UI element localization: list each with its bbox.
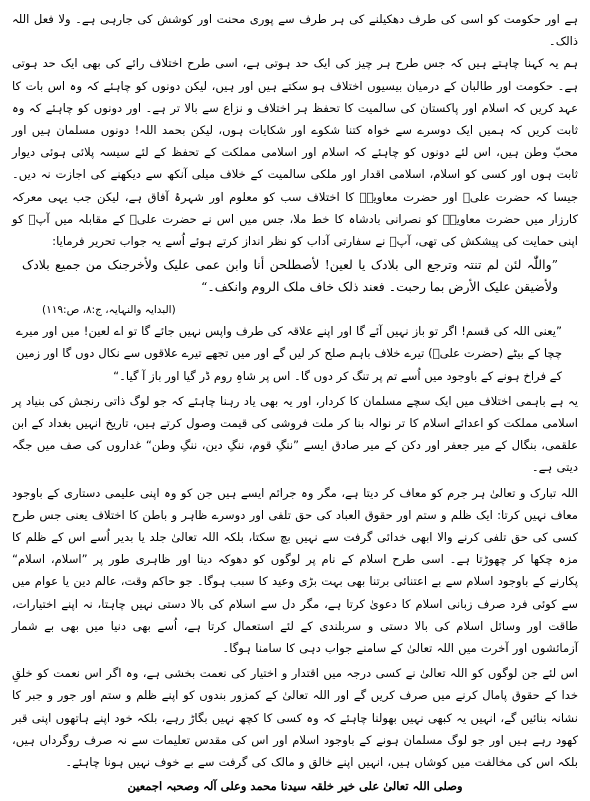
paragraph-3: یہ ہے باہمی اختلاف میں ایک سچے مسلمان کا کردار، اور یہ بھی یاد رہنا چاہئے کہ جو لوگ ذاتی رنجش کی بنیاد پر اسلامی مملکت کو اعدائے اسلام کا تر نوالہ بنا کر ملت فروشی کی قیمت وصول کرتے ہیں، تاریخ انہیں بغداد کے ابن علقمی، بنگال کے میر جعفر اور دکن کے میر صادق ایسے ”ننگِ قوم، ننگِ دین، ننگِ وطن“ غداروں کی صف میں جگہ دیتی ہے۔ — [12, 393, 578, 475]
paragraph-5: اس لئے جن لوگوں کو اللہ تعالیٰ نے کسی درجہ میں اقتدار و اختیار کی نعمت بخشی ہے، وہ اگر اس نعمت کو خلقِ خدا کے حقوق پامال کرنے میں صرف کریں گے اور اللہ تعالیٰ کے کمزور بندوں کو اپنے ظلم و ستم اور جور و جبر کا نشانہ بنائیں گے، انہیں یہ کبھی نہیں بھولنا چاہئے کہ وہ کسی کا کچھ نہیں بگاڑ رہے، بلکہ خود اپنے ہاتھوں اپنی قبر کھود رہے ہیں اور جو لوگ مسلمان ہونے کے باوجود اسلام اور اس کی مقدس تعلیمات سے نہ صرف روگرداں ہیں، بلکہ اس کی مخالفت میں کوشاں ہیں، انہیں اپنے خالق و مالک کی گرفت سے بے خوف نہیں ہونا چاہئے۔ — [12, 666, 578, 770]
paragraph-4: اللہ تبارک و تعالیٰ ہر جرم کو معاف کر دیتا ہے، مگر وہ جرائم ایسے ہیں جن کو وہ اپنی علیمی دستاری کے باوجود معاف نہیں کرتا: ایک ظلم و ستم اور حقوق العباد کی حق تلفی اور دوسرے ظاہر و باطن کا اختلاف یعنی جس طرح کسی کی حق تلفی کرنے والا ابھی خدائی گرفت سے نہیں بچ سکتا، بلکہ اللہ تعالیٰ جلد یا بدیر اُسے اس کے ظلم کا مزہ چکھا کر چھوڑتا ہے۔ اسی طرح اسلام کے نام پر لوگوں کو دھوکہ دینا اور ظاہری طور پر ”اسلام، اسلام“ پکارنے کے باوجود اسلام سے بے اعتنائی برتنا بھی بہت بڑی وعید کا سبب ہوگا۔ جو حاکم وقت، عالم دین یا عوام میں سے کوئی فرد صرف زبانی اسلام کا دعویٰ کرتا ہے، مگر دل سے اسلام کی بالا دستی نہیں چاہتا، نہ اپنے اختیارات، طاقت اور وسائل اسلام کی بالا دستی و سربلندی کے لئے استعمال کرتا ہے، اُسے بھی دنیا میں بھی بے شمار آزمائشوں اور آخرت میں اللہ تعالیٰ کے سامنے جواب دہی کا سامنا ہوگا۔ — [12, 485, 578, 656]
closing-prayer: وصلی اللہ تعالیٰ علی خیر خلقہ سیدنا محمد وعلی آلہ وصحبہ اجمعین — [127, 779, 463, 794]
arabic-quote: ”واللّٰہ لئن لم تنتہ وترجع الی بلادک یا لعین! لأصطلحن أنا وابن عمی علیک ولأخرجنک من جمیع بلادک ولأضیقن علیک الأرض بما رحبت۔ فعند ذلک خاف ملک الروم وانکف۔“ — [22, 257, 558, 295]
citation: (البدایہ والنہایہ، ج:۸، ص:۱۱۹) — [42, 304, 176, 317]
paragraph-1: ہے اور حکومت کو اسی کی طرف دھکیلنے کی ہر طرف سے پوری محنت اور کوشش کی جارہی ہے۔ ولا فعل اللہ ذالک۔ — [12, 12, 578, 49]
paragraph-2: ہم یہ کہنا چاہتے ہیں کہ جس طرح ہر چیز کی ایک حد ہوتی ہے، اسی طرح اختلاف رائے کی بھی ایک حد ہوتی ہے۔ حکومت اور طالبان کے درمیان بیسیوں اختلاف ہو سکتے ہیں اور ہیں، لیکن دونوں کو چاہئے کہ وہ اس بات کا عہد کریں کہ اسلام اور پاکستان کی سالمیت کا تحفظ ہر اختلاف و نزاع سے بالا تر ہے۔ اور دونوں کو چاہئے کہ وہ ثابت کریں کہ ہمیں ایک دوسرے سے خواہ کتنا شکوے اور شکایات ہوں، لیکن بحمد اللہ! دونوں مسلمان ہیں اور محبّ وطن ہیں، اس لئے دونوں کو چاہئے کہ اسلام اور اسلامی مملکت کے تحفظ کے لئے سیسہ پلائی ہوئی دیوار ثابت ہوں اور کسی کو اسلام، اسلامی اقدار اور ملکی سالمیت کے خلاف میلی آنکھ سے دیکھنے کی اجازت نہ دیں۔ جیسا کہ حضرت علیؓ اور حضرت معاویہؓ کا اختلاف سب کو معلوم اور شہرۂ آفاق ہے، لیکن جب یہی معرکہ کارزار میں حضرت معاویہؓ کو نصرانی بادشاہ کا خط ملا، جس میں اس نے حضرت علیؓ کے مقابلہ میں آپؓ کو اپنی حمایت کی پیشکش کی تھی، آپؓ نے سفارتی آداب کو نظر انداز کرتے ہوئے اُسے یہ جواب تحریر فرمایا: — [12, 56, 578, 249]
translation-quote: ”یعنی اللہ کی قسم! اگر تو باز نہیں آئے گا اور اپنے علاقہ کی طرف واپس نہیں جائے گا تو اے لعین! میں اور میرے چچا کے بیٹے (حضرت علیؓ) تیرے خلاف باہم صلح کر لیں گے اور میں تجھے تیرے علاقوں سے نکال دوں گا اور زمین کے فراخ ہونے کے باوجود میں اُسے تم پر تنگ کر دوں گا۔ اس پر شاہِ روم ڈر گیا اور باز آ گیا۔“ — [16, 324, 562, 383]
